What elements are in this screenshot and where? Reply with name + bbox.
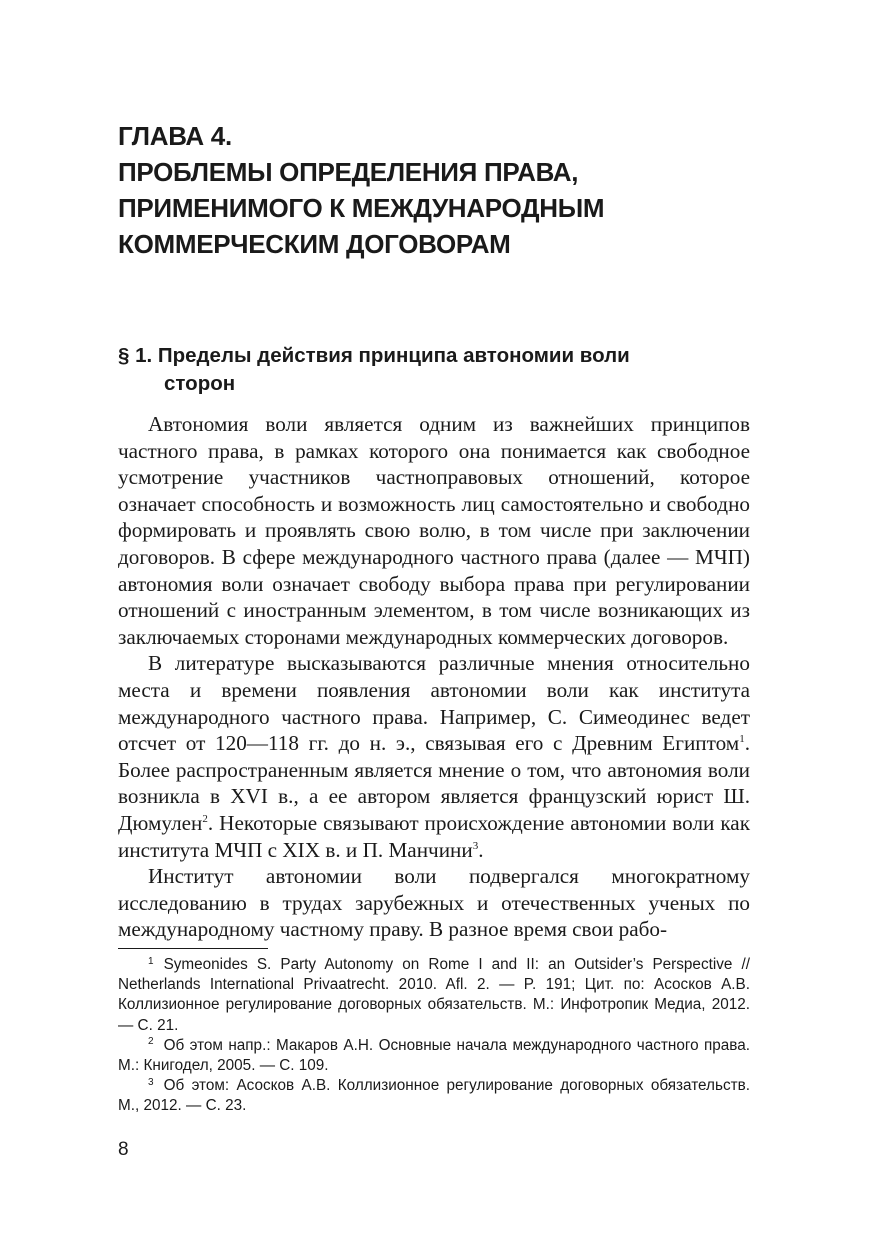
book-page [118, 0, 750, 1258]
section-heading-line: § 1. Пределы действия принципа автономии воли [118, 344, 630, 367]
paragraph: Институт автономии воли подвергался многократному исследованию в трудах зарубежных и отечественных ученых по международному частному праву. В разное время свои рабо- [118, 864, 750, 942]
chapter-title [118, 118, 750, 262]
body-text [118, 411, 750, 943]
footnote-text: Об этом: Асосков А.В. Коллизионное регулирование договорных обязательств. М., 2012. — С. 23. [118, 1077, 750, 1115]
footnote-number: 1 [148, 955, 154, 967]
footnote-number: 2 [148, 1036, 154, 1048]
footnote [118, 955, 750, 1036]
footnote-ref: 2 [202, 812, 208, 825]
paragraph-text: . [478, 837, 484, 862]
paragraph-text: В литературе высказываются различные мнения относительно места и времени появления автономии воли как института международного частного права. Например, С. Симеодинес ведет отсчет от 120—118 гг. до н. э., связывая его с Древним Египтом [118, 651, 750, 756]
footnote [118, 1036, 750, 1076]
chapter-title-line: ГЛАВА 4. [118, 121, 232, 151]
chapter-title-line: ПРИМЕНИМОГО К МЕЖДУНАРОДНЫМ [118, 193, 605, 223]
section-heading [118, 342, 750, 398]
footnote-ref: 1 [739, 732, 745, 745]
footnote [118, 1076, 750, 1116]
footnote-text: Об этом напр.: Макаров А.Н. Основные начала международного частного права. М.: Книгодел, 2005. — С. 109. [118, 1036, 750, 1075]
paragraph [118, 650, 750, 863]
footnote-divider [118, 948, 268, 949]
section-heading-line: сторон [164, 372, 236, 395]
paragraph-text: . Некоторые связывают происхождение автономии воли как института МЧП с XIX в. и П. Манчини [118, 810, 750, 862]
chapter-title-line: ПРОБЛЕМЫ ОПРЕДЕЛЕНИЯ ПРАВА, [118, 157, 579, 187]
paragraph: Автономия воли является одним из важнейших принципов частного права, в рамках которого она понимается как свободное усмотрение участников частноправовых отношений, которое означает способность и возможность лиц самостоятельно и свободно формировать и проявлять свою волю, в том числе при заключении договоров. В сфере международного частного права (далее — МЧП) автономия воли означает свободу выбора права при регулировании отношений с иностранным элементом, в том числе возникающих из заключаемых сторонами международных коммерческих договоров. [118, 412, 750, 649]
footnote-text: Symeonides S. Party Autonomy on Rome I and II: an Outsider’s Perspective // Netherlands International Privaatrecht. 2010. Afl. 2. — P. 191; Цит. по: Асосков А.В. Коллизионное регулирование договорных обязательств. М.: Инфотропик Медиа, 2012. — С. 21. [118, 956, 750, 1034]
page-number: 8 [118, 1139, 129, 1160]
footnotes [118, 955, 750, 1117]
footnote-ref: 3 [472, 839, 479, 852]
paragraph-text: . Более распространенным является мнение о том, что автономия воли возникла в XVI в., а ее автором является французский юрист Ш. Дюмулен [118, 731, 750, 835]
footnote-number: 3 [148, 1076, 154, 1088]
chapter-title-line: КОММЕРЧЕСКИМ ДОГОВОРАМ [118, 229, 511, 259]
